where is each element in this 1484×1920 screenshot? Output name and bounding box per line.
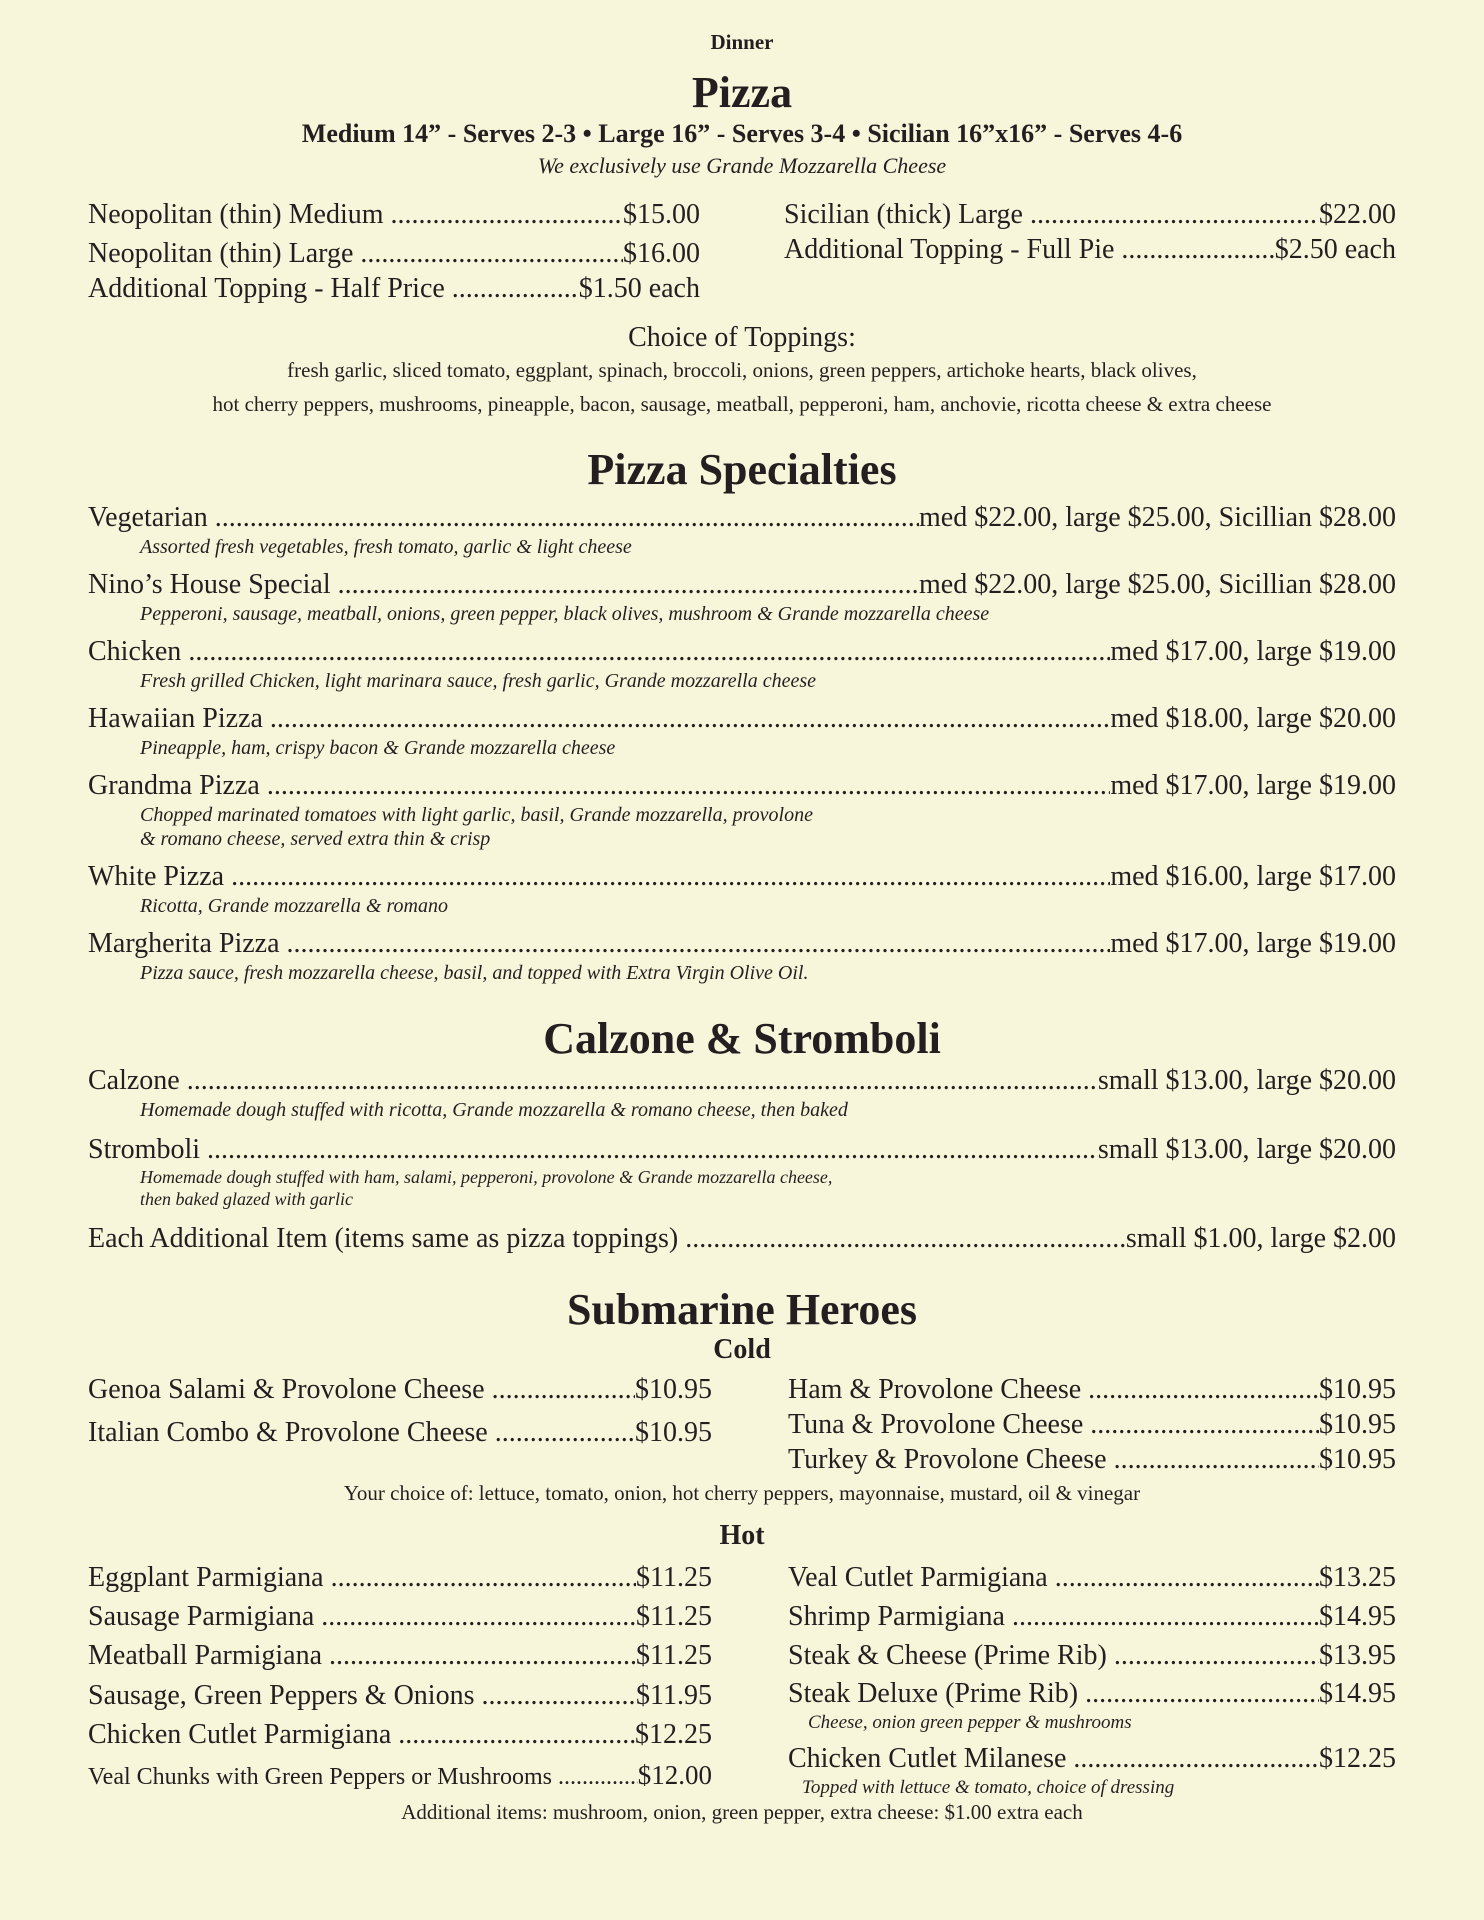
item-name: Chicken Cutlet Milanese ..... [788, 1741, 1319, 1777]
item-name: Veal Cutlet Parmigiana ..... [788, 1558, 1319, 1597]
item-name: Each Additional Item (items same as pizza toppings) ..... [88, 1221, 1126, 1256]
menu-item [784, 232, 1396, 267]
item-description: Chopped marinated tomatoes with light garlic, basil, Grande mozzarella, provolone [140, 803, 813, 826]
item-name: Vegetarian ..... [88, 500, 919, 535]
item-price: $11.25 [636, 1640, 712, 1672]
specialties-title: Pizza Specialties [587, 444, 897, 494]
subs-cold-left [88, 1372, 712, 1477]
item-name: Veal Chunks with Green Peppers or Mushrooms ..... [88, 1758, 638, 1796]
menu-item [88, 236, 700, 271]
item-price: $10.95 [1319, 1373, 1396, 1405]
menu-item [88, 1597, 712, 1636]
item-price: $11.95 [636, 1679, 712, 1711]
menu-item [88, 1636, 712, 1675]
item-name: Eggplant Parmigiana ..... [88, 1558, 636, 1597]
item-price: $1.50 each [578, 273, 700, 305]
item-price: med $17.00, large $19.00 [1110, 927, 1396, 959]
menu-item [788, 1636, 1396, 1675]
menu-item [88, 271, 700, 306]
item-price: $12.25 [1319, 1742, 1396, 1774]
item-price: small $13.00, large $20.00 [1097, 1065, 1396, 1097]
menu-item [88, 926, 1396, 985]
pizza-prices [0, 197, 1484, 306]
menu-item [88, 567, 1396, 626]
item-name: Additional Topping - Full Pie ..... [784, 232, 1275, 267]
item-price: med $17.00, large $19.00 [1110, 635, 1396, 667]
item-price: $22.00 [1319, 199, 1396, 231]
item-name: Hawaiian Pizza ..... [88, 701, 1110, 736]
item-price: $14.95 [1319, 1677, 1396, 1709]
item-description: Fresh grilled Chicken, light marinara sauce, fresh garlic, Grande mozzarella cheese [140, 669, 817, 692]
item-price: med $16.00, large $17.00 [1110, 860, 1396, 892]
item-name: Sausage, Green Peppers & Onions ..... [88, 1676, 636, 1715]
item-name: Shrimp Parmigiana ..... [788, 1597, 1319, 1636]
item-description: Assorted fresh vegetables, fresh tomato, garlic & light cheese [140, 535, 632, 558]
item-name: Sicilian (thick) Large ..... [784, 197, 1319, 232]
menu-item [88, 768, 1396, 851]
menu-item [88, 500, 1396, 559]
item-price: $12.25 [635, 1718, 712, 1750]
item-name: Genoa Salami & Provolone Cheese ..... [88, 1372, 635, 1407]
item-price: $2.50 each [1274, 234, 1396, 266]
menu-section-label: Dinner [710, 30, 774, 54]
menu-item [788, 1741, 1396, 1800]
item-price: $10.95 [1319, 1443, 1396, 1475]
menu-item [788, 1372, 1396, 1407]
item-price: $11.25 [636, 1601, 712, 1633]
item-name: Grandma Pizza ..... [88, 768, 1110, 803]
subs-hot [0, 1558, 1484, 1800]
item-price: $15.00 [623, 199, 700, 231]
item-price: $16.00 [623, 238, 700, 270]
pizza-title: Pizza [691, 68, 793, 117]
item-description: Pepperoni, sausage, meatball, onions, green pepper, black olives, mushroom & Grande mozzarella cheese [140, 602, 990, 625]
item-name: Nino’s House Special ..... [88, 567, 919, 602]
item-description: Homemade dough stuffed with ham, salami, pepperoni, provolone & Grande mozzarella cheese, [140, 1167, 833, 1188]
item-price: $10.95 [1319, 1408, 1396, 1440]
subs-hot-title: Hot [719, 1519, 765, 1551]
menu-item [88, 1415, 712, 1450]
item-price: $14.95 [1319, 1601, 1396, 1633]
calzone-title: Calzone & Stromboli [543, 1013, 941, 1063]
item-description: Pineapple, ham, crispy bacon & Grande mozzarella cheese [140, 736, 616, 759]
pizza-prices-left [88, 197, 700, 306]
subs-cold-title: Cold [713, 1333, 771, 1365]
item-description: & romano cheese, served extra thin & crisp [140, 827, 491, 850]
subs-hot-right [788, 1558, 1396, 1800]
item-name: Steak & Cheese (Prime Rib) ..... [788, 1636, 1319, 1675]
menu-item [88, 1754, 712, 1797]
item-name: Chicken Cutlet Parmigiana ..... [88, 1715, 635, 1754]
item-description: Topped with lettuce & tomato, choice of dressing [802, 1777, 1175, 1799]
menu-item [88, 701, 1396, 760]
pizza-prices-right [784, 197, 1396, 306]
item-price: $11.25 [636, 1561, 712, 1593]
subs-cold [0, 1372, 1484, 1477]
specialties-list [0, 500, 1484, 985]
menu-item [88, 1063, 1396, 1122]
subs-hot-left [88, 1558, 712, 1800]
menu-item [784, 197, 1396, 232]
menu-item [788, 1597, 1396, 1636]
item-name: Calzone ..... [88, 1063, 1098, 1098]
item-name: Steak Deluxe (Prime Rib) ..... [788, 1676, 1319, 1712]
toppings-line-2: hot cherry peppers, mushrooms, pineapple, bacon, sausage, meatball, pepperoni, ham, anchovie, ricotta cheese & extra cheese [212, 391, 1272, 416]
pizza-sizes: Medium 14” - Serves 2-3 • Large 16” - Serves 3-4 • Sicilian 16”x16” - Serves 4-6 [301, 119, 1183, 149]
menu-item [88, 634, 1396, 693]
item-price: med $17.00, large $19.00 [1110, 769, 1396, 801]
item-description: Homemade dough stuffed with ricotta, Grande mozzarella & romano cheese, then baked [140, 1099, 848, 1122]
item-price: small $13.00, large $20.00 [1097, 1134, 1396, 1166]
item-price: $12.00 [637, 1759, 712, 1790]
menu-item [88, 1221, 1396, 1256]
menu-item [788, 1442, 1396, 1477]
item-description: Ricotta, Grande mozzarella & romano [140, 894, 448, 917]
item-name: Additional Topping - Half Price ..... [88, 271, 579, 306]
menu-item [88, 1372, 712, 1407]
menu-item [88, 1558, 712, 1597]
item-description: then baked glazed with garlic [140, 1188, 353, 1209]
item-name: Margherita Pizza ..... [88, 926, 1110, 961]
item-price: med $18.00, large $20.00 [1110, 702, 1396, 734]
item-name: Turkey & Provolone Cheese ..... [788, 1442, 1319, 1477]
item-name: Neopolitan (thin) Medium ..... [88, 197, 623, 232]
item-price: $13.25 [1319, 1561, 1396, 1593]
item-name: White Pizza ..... [88, 859, 1110, 894]
item-name: Chicken ..... [88, 634, 1110, 669]
menu-item [88, 1715, 712, 1754]
menu-item [788, 1558, 1396, 1597]
menu-item [88, 859, 1396, 918]
item-name: Neopolitan (thin) Large ..... [88, 236, 623, 271]
item-name: Meatball Parmigiana ..... [88, 1636, 636, 1675]
item-price: $10.95 [635, 1373, 712, 1405]
menu-item [88, 197, 700, 232]
item-name: Tuna & Provolone Cheese ..... [788, 1407, 1319, 1442]
item-price: med $22.00, large $25.00, Sicillian $28.00 [919, 501, 1396, 533]
toppings-line-1: fresh garlic, sliced tomato, eggplant, spinach, broccoli, onions, green peppers, artichoke hearts, black olives, [287, 358, 1197, 383]
subs-hot-note: Additional items: mushroom, onion, green pepper, extra cheese: $1.00 extra each [401, 1799, 1083, 1824]
subs-cold-note: Your choice of: lettuce, tomato, onion, hot cherry peppers, mayonnaise, mustard, oil & vinegar [343, 1480, 1141, 1505]
menu-item [88, 1676, 712, 1715]
item-description: Pizza sauce, fresh mozzarella cheese, basil, and topped with Extra Virgin Olive Oil. [140, 961, 809, 984]
menu-item [788, 1407, 1396, 1442]
item-price: $13.95 [1319, 1640, 1396, 1672]
toppings-title: Choice of Toppings: [628, 322, 856, 354]
item-name: Ham & Provolone Cheese ..... [788, 1372, 1319, 1407]
item-name: Italian Combo & Provolone Cheese ..... [88, 1415, 635, 1450]
item-name: Sausage Parmigiana ..... [88, 1597, 636, 1636]
pizza-cheese-note: We exclusively use Grande Mozzarella Cheese [537, 153, 947, 179]
item-price: med $22.00, large $25.00, Sicillian $28.00 [919, 568, 1396, 600]
calzone-list [0, 1063, 1484, 1255]
item-description: Cheese, onion green pepper & mushrooms [808, 1711, 1132, 1733]
menu-item [788, 1676, 1396, 1735]
item-price: $10.95 [635, 1416, 712, 1448]
subs-title: Submarine Heroes [567, 1284, 917, 1334]
item-price: small $1.00, large $2.00 [1125, 1222, 1396, 1254]
subs-cold-right [788, 1372, 1396, 1477]
menu-item [88, 1132, 1396, 1210]
item-name: Stromboli ..... [88, 1132, 1098, 1167]
